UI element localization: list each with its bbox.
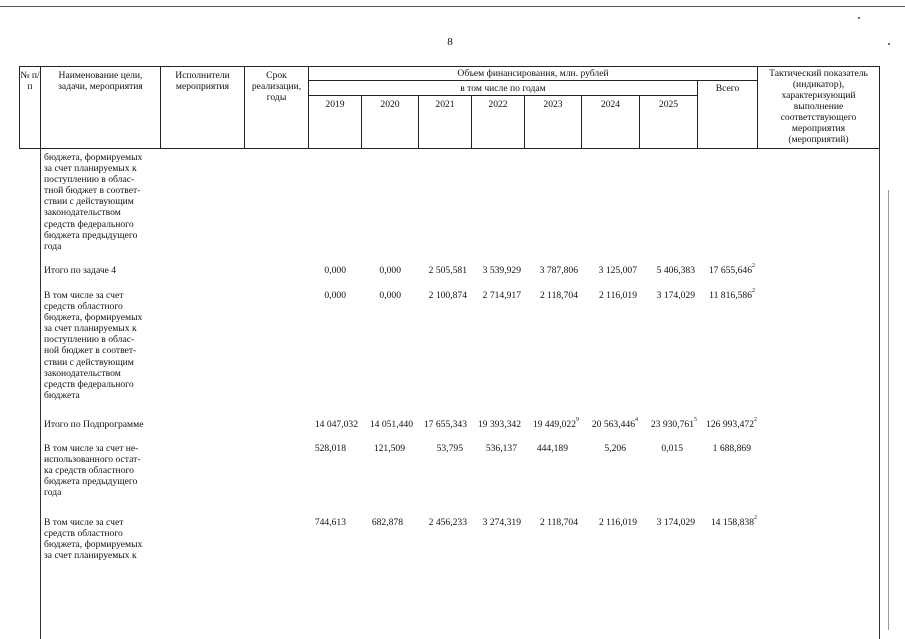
column-line <box>879 148 880 639</box>
value-cell: 20 563,446$^4$ <box>591 417 638 430</box>
column-line <box>888 190 889 630</box>
value-cell: 2 505,581 <box>428 265 467 276</box>
value-cell: 2 118,704 <box>539 290 578 301</box>
value-cell: 5,206 <box>604 443 626 454</box>
scan-speck <box>858 17 860 19</box>
value-cell: 2 100,874 <box>428 290 467 301</box>
value-cell: 744,613 <box>314 517 346 528</box>
header-total: Всего <box>698 81 758 149</box>
header-year: 2024 <box>582 96 640 149</box>
value-cell: 3 274,319 <box>482 517 521 528</box>
value-cell: 23 930,761$^5$ <box>650 417 697 430</box>
value-cell: 19 449,022$^9$ <box>532 417 579 430</box>
header-year: 2019 <box>309 96 362 149</box>
value-cell: 0,000 <box>379 265 401 276</box>
value-cell: 2 118,704 <box>539 517 578 528</box>
value-cell: 3 787,806 <box>539 265 578 276</box>
value-cell: 19 393,342 <box>477 419 521 430</box>
value-cell: 14 047,032 <box>314 419 358 430</box>
total-cell: 11 816,586$^2$ <box>709 288 755 301</box>
value-cell: 17 655,343 <box>423 419 467 430</box>
header-indicator: Тактический показатель (индикатор), характеризующий выполнение соответствующего мероприятия (мероприятий) <box>758 67 880 149</box>
table-header <box>19 66 880 149</box>
value-cell: 528,018 <box>314 443 346 454</box>
value-cell: 5 406,383 <box>656 265 695 276</box>
row-text: бюджета, формируемых за счет планируемых к поступлению в облас- тной бюджет в соответ- ствии с действующим законодательством средств федерального бюджета предыдущего года <box>44 152 143 252</box>
value-cell: 121,509 <box>373 443 405 454</box>
value-cell: 2 714,917 <box>482 290 521 301</box>
row-text: В том числе за счет средств областного бюджета, формируемых за счет планируемых к поступлению в облас- ной бюджет в соответ- ствии с действующим законодательством средств федерального бюджета <box>44 290 143 401</box>
header-by-years: в том числе по годам <box>309 81 698 96</box>
value-cell: 3 174,029 <box>656 517 695 528</box>
header-year: 2025 <box>640 96 698 149</box>
header-term: Срок реализации, годы <box>245 67 309 149</box>
page-number: 8 <box>447 36 453 48</box>
header-year: 2022 <box>472 96 525 149</box>
value-cell: 0,000 <box>324 265 346 276</box>
header-finance: Объем финансирования, млн. рублей <box>309 67 758 81</box>
value-cell: 682,878 <box>371 517 403 528</box>
total-cell: 126 993,472$^2$ <box>706 417 757 430</box>
row-text: Итого по задаче 4 <box>44 265 117 276</box>
value-cell: 3 125,007 <box>598 265 637 276</box>
scan-edge-line <box>0 6 905 7</box>
row-text: Итого по Подпрограмме <box>44 419 144 430</box>
header-executors: Исполнители мероприятия <box>161 67 245 149</box>
header-year: 2021 <box>419 96 472 149</box>
total-cell: 1 688,869 <box>712 443 751 454</box>
header-name: Наименование цели, задачи, мероприятия <box>41 67 161 149</box>
value-cell: 3 539,929 <box>482 265 521 276</box>
value-cell: 2 116,019 <box>598 517 637 528</box>
value-cell: 14 051,440 <box>369 419 413 430</box>
value-cell: 0,015 <box>661 443 683 454</box>
value-cell: 0,000 <box>324 290 346 301</box>
value-cell: 444,189 <box>536 443 568 454</box>
value-cell: 0,000 <box>379 290 401 301</box>
header-num: № п/п <box>20 67 41 149</box>
column-line <box>40 148 41 639</box>
scan-speck <box>888 43 890 45</box>
value-cell: 2 456,233 <box>428 517 467 528</box>
header-year: 2020 <box>362 96 419 149</box>
total-cell: 14 158,838$^2$ <box>710 515 757 528</box>
row-text: В том числе за счет средств областного бюджета, формируемых за счет планируемых к <box>44 517 143 562</box>
row-text: В том числе за счет не- использованного остат- ка средств областного бюджета предыдущего года <box>44 443 141 499</box>
value-cell: 536,137 <box>485 443 517 454</box>
value-cell: 2 116,019 <box>598 290 637 301</box>
value-cell: 3 174,029 <box>656 290 695 301</box>
value-cell: 53,795 <box>436 443 463 454</box>
header-year: 2023 <box>525 96 582 149</box>
total-cell: 17 655,646$^2$ <box>708 263 755 276</box>
